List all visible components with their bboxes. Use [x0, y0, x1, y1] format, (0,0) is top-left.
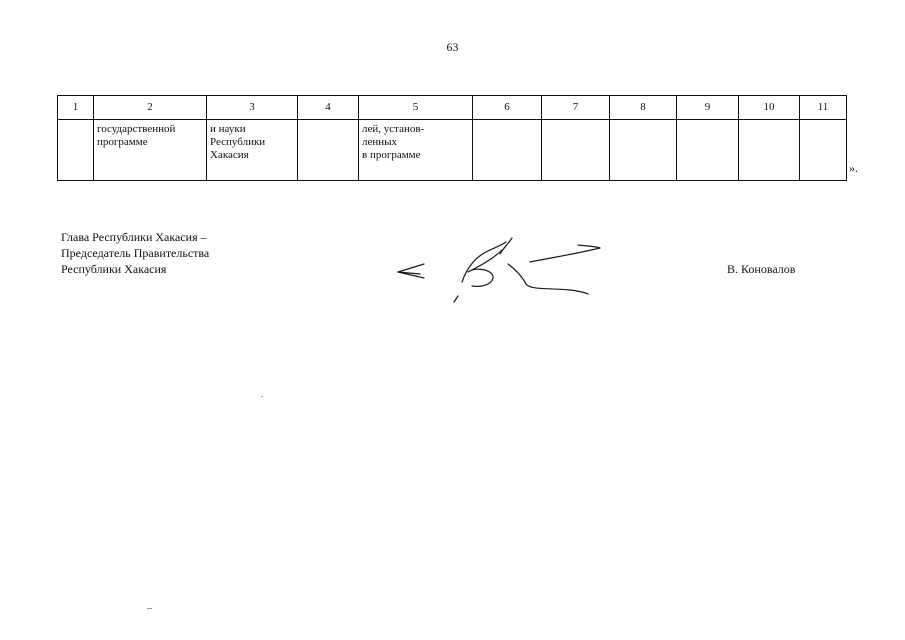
table-cell — [800, 120, 847, 181]
cell-line: ленных — [362, 136, 398, 148]
table-cell — [610, 120, 677, 181]
signatory-title-line: Республики Хакасия — [61, 262, 167, 276]
cell-line: и науки — [210, 123, 246, 135]
signatory-name: В. Коновалов — [727, 262, 796, 276]
signatory-title — [61, 229, 209, 277]
table-cell — [542, 120, 610, 181]
column-number-cell: 10 — [739, 96, 800, 120]
column-number-cell: 7 — [542, 96, 610, 120]
column-number-cell: 8 — [610, 96, 677, 120]
cell-line: лей, установ- — [362, 123, 425, 135]
column-number-cell: 11 — [800, 96, 847, 120]
signatory-title-line: Председатель Правительства — [61, 246, 210, 260]
table-cell — [739, 120, 800, 181]
table-row — [58, 120, 847, 181]
signatory-title-line: Глава Республики Хакасия – — [61, 230, 207, 244]
cell-line: Республики — [210, 136, 266, 148]
table-cell — [359, 120, 473, 181]
table-cell — [94, 120, 207, 181]
page-number: 63 — [446, 40, 459, 54]
table-cell — [207, 120, 298, 181]
closing-quote: ». — [849, 161, 858, 175]
table-cell — [298, 120, 359, 181]
column-number-cell: 2 — [94, 96, 207, 120]
table-cell — [58, 120, 94, 181]
cell-line: государственной — [97, 123, 176, 135]
scan-speck — [261, 396, 263, 397]
column-number-cell: 3 — [207, 96, 298, 120]
scan-speck — [147, 608, 152, 609]
cell-line: программе — [97, 136, 148, 148]
handwritten-signature — [390, 228, 620, 308]
column-number-cell: 9 — [677, 96, 739, 120]
cell-line: в программе — [362, 149, 421, 161]
table-cell — [677, 120, 739, 181]
cell-line: Хакасия — [210, 149, 249, 161]
column-number-cell: 1 — [58, 96, 94, 120]
column-number-cell: 5 — [359, 96, 473, 120]
column-number-cell: 4 — [298, 96, 359, 120]
table-header-row — [58, 96, 847, 120]
table-cell — [473, 120, 542, 181]
column-number-cell: 6 — [473, 96, 542, 120]
appendix-table — [57, 95, 847, 181]
